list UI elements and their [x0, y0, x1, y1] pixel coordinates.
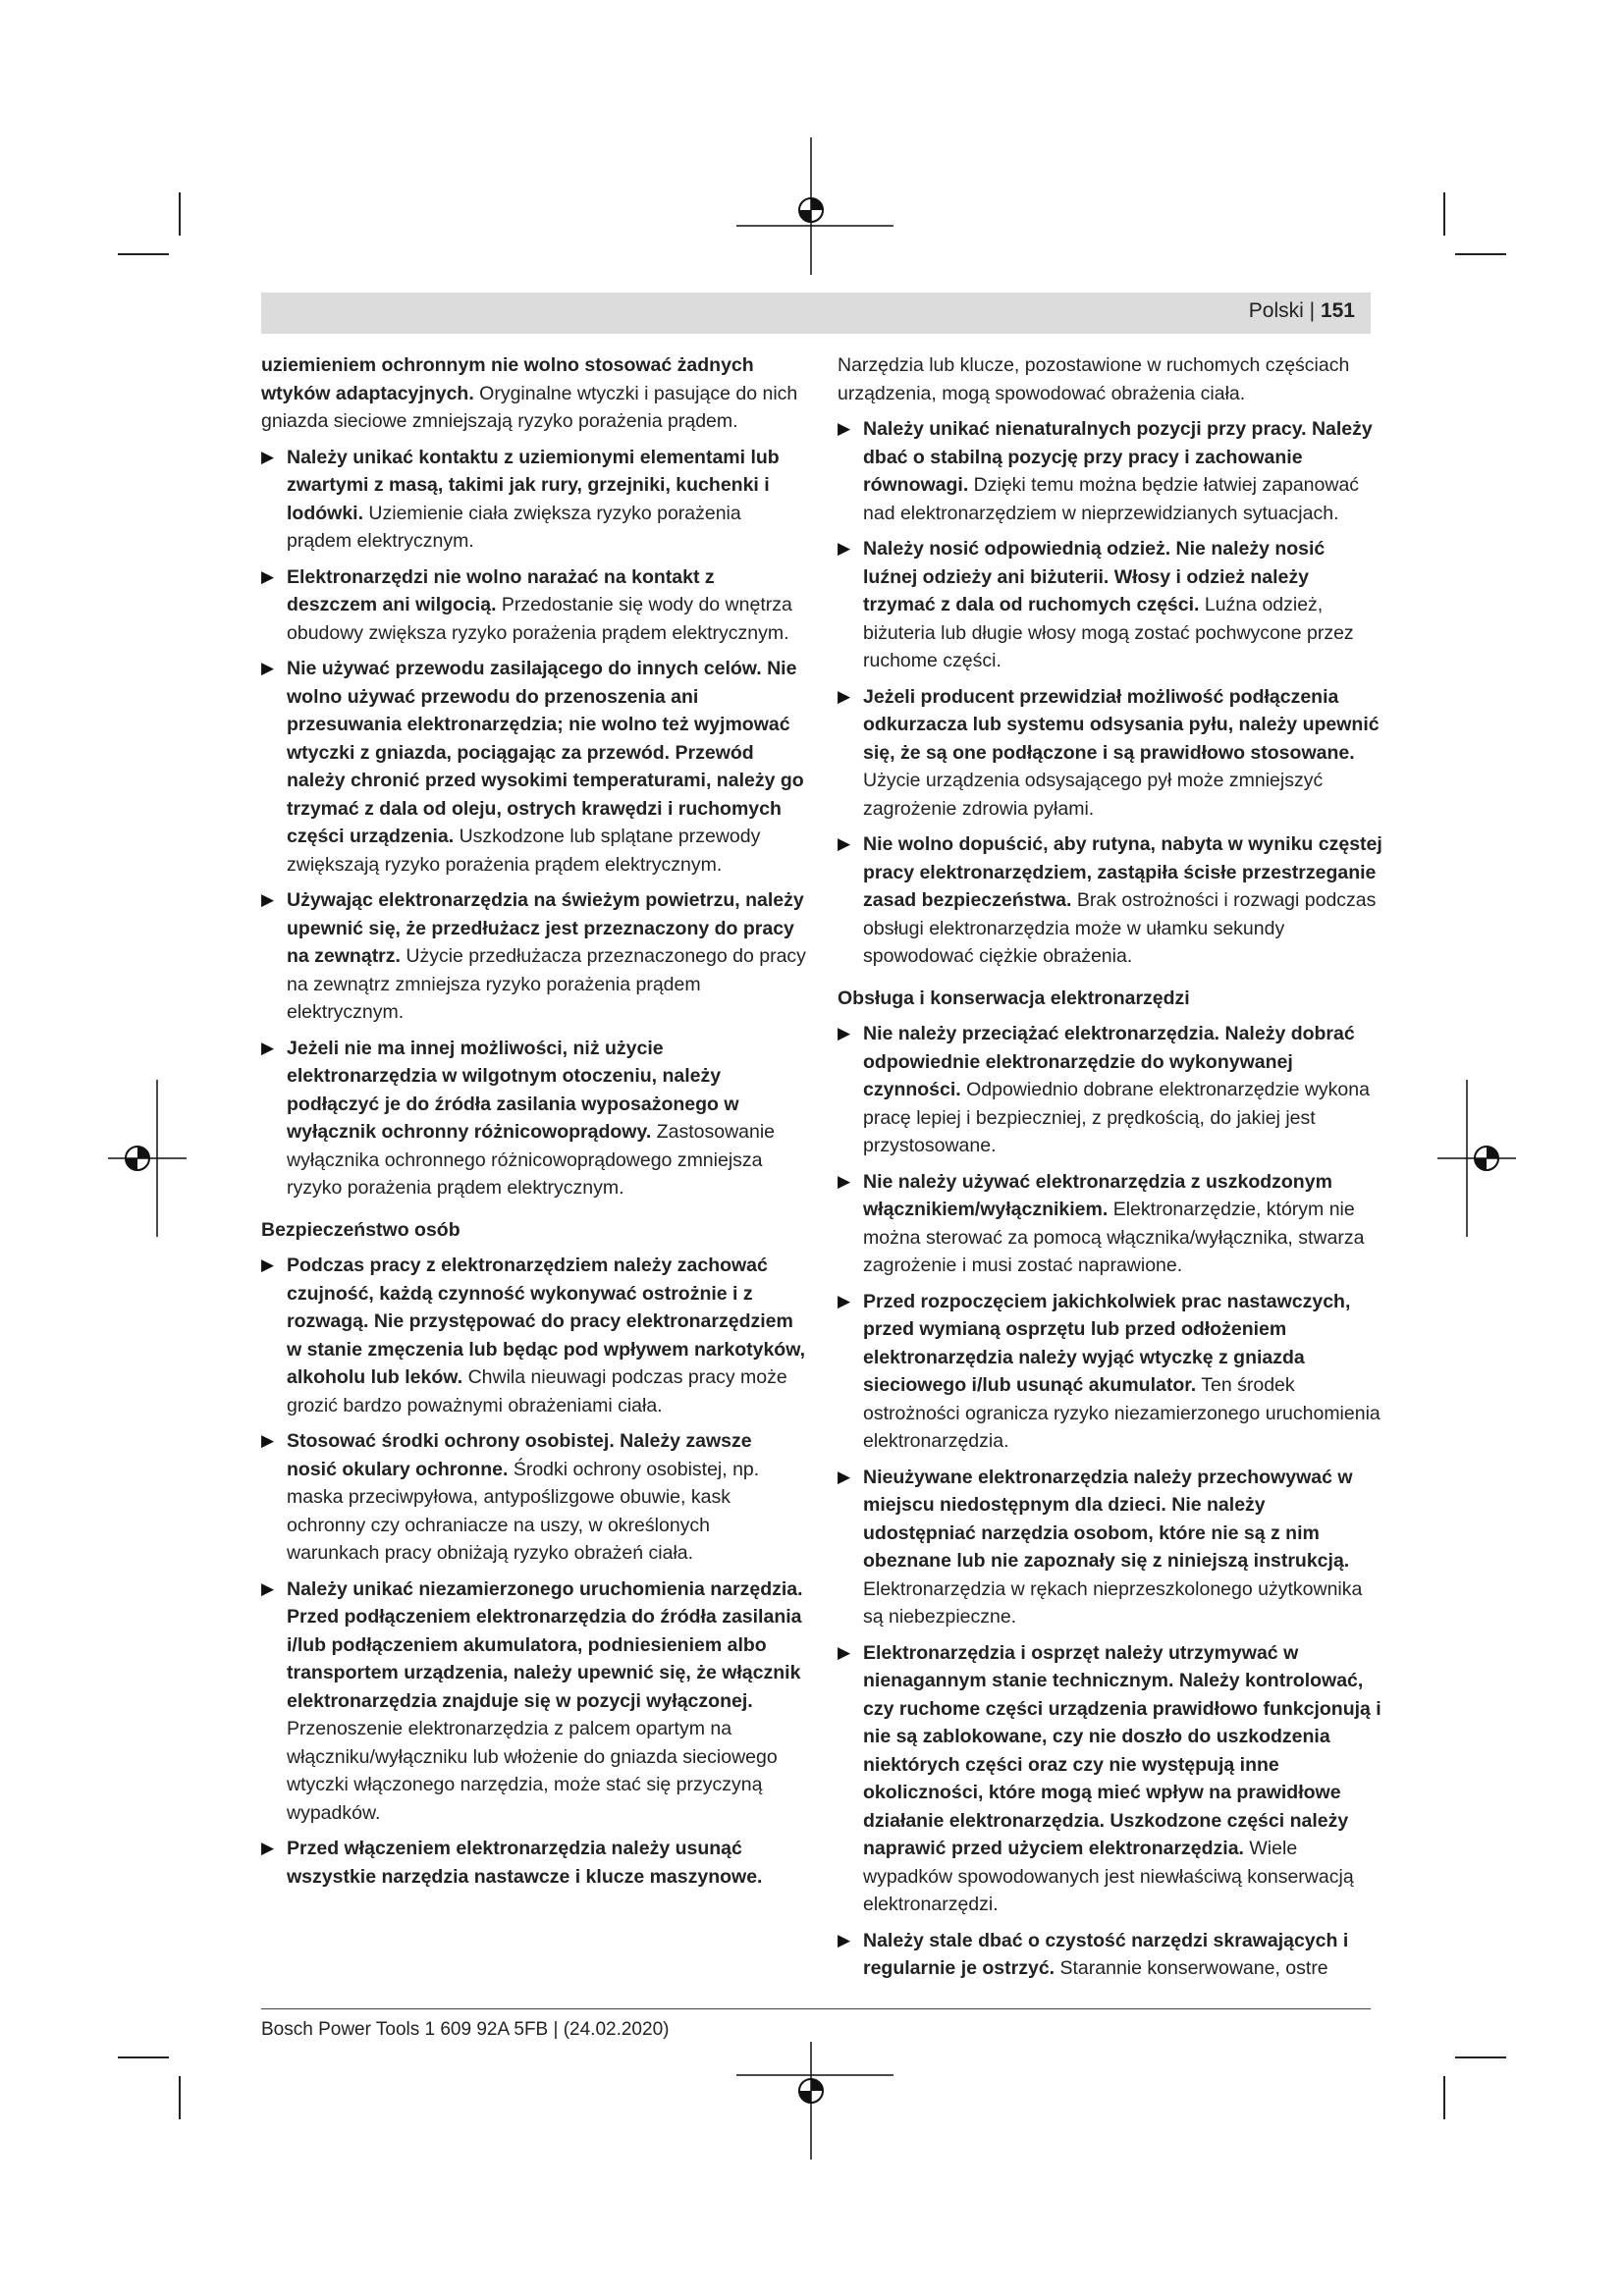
- crop-mark: [1455, 253, 1506, 255]
- registration-mark-right-icon: [1437, 1060, 1516, 1256]
- item-bold-text: Przed włączeniem elektronarzędzia należy usunąć wszystkie narzędzia nastawcze i klucze maszynowe.: [287, 1838, 763, 1888]
- list-item: [261, 886, 806, 1027]
- item-normal-text: Wiele wypadków spowodowanych jest niewłaściwą konserwacją elektronarzędzi.: [863, 1838, 1354, 1915]
- list-item: [838, 1168, 1382, 1280]
- bullet-triangle-icon: ▶: [261, 1431, 275, 1450]
- page-header: [261, 293, 1371, 334]
- item-bold-text: Elektronarzędzi nie wolno narażać na kontakt z deszczem ani wilgocią.: [287, 565, 715, 615]
- header-label: [1249, 299, 1355, 323]
- item-bold-text: Podczas pracy z elektronarzędziem należy zachować czujność, każdą czynność wykonywać ostrożnie i z rozwagą. Nie przystępować do pracy elektronarzędziem w stanie zmęczenia lub będąc pod wpływem narkotyków, alkoholu lub leków.: [287, 1255, 806, 1388]
- item-bold-text: Nie należy używać elektronarzędzia z uszkodzonym włącznikiem/wyłącznikiem.: [863, 1170, 1332, 1220]
- left-column: [261, 351, 806, 1898]
- item-bold-text: Należy nosić odpowiednią odzież. Nie należy nosić luźnej odzieży ani biżuterii. Włosy i odzież należy trzymać z dala od ruchomych części.: [863, 538, 1326, 615]
- registration-mark-left-icon: [108, 1060, 187, 1256]
- list-item: [838, 1927, 1382, 1983]
- bullet-triangle-icon: ▶: [838, 686, 851, 706]
- lead-paragraph: [261, 351, 806, 436]
- list-item: [838, 535, 1382, 675]
- bullet-triangle-icon: ▶: [838, 419, 851, 438]
- list-item: [261, 563, 806, 648]
- item-bold-text: Nie należy przeciążać elektronarzędzia. Należy dobrać odpowiednie elektronarzędzie do wykonywanej czynności.: [863, 1023, 1355, 1100]
- registration-mark-top-icon: [727, 137, 903, 275]
- crop-mark: [118, 253, 169, 255]
- list-item: [838, 1464, 1382, 1631]
- item-normal-text: Zastosowanie wyłącznika ochronnego różnicowoprądowego zmniejsza ryzyko porażenia prądem elektrycznym.: [287, 1121, 776, 1199]
- bullet-triangle-icon: ▶: [261, 566, 275, 586]
- item-bold-text: Należy unikać nienaturalnych pozycji przy pracy. Należy dbać o stabilną pozycję przy pracy i zachowanie równowagi.: [863, 418, 1373, 496]
- list-item: [838, 683, 1382, 824]
- item-normal-text: Chwila nieuwagi podczas pracy może grozić bardzo poważnymi obrażeniami ciała.: [287, 1366, 787, 1416]
- page-number: 151: [1320, 299, 1355, 322]
- item-normal-text: Elektronarzędzie, którym nie można sterować za pomocą włącznika/wyłącznika, stwarza zagrożenie i musi zostać naprawione.: [863, 1199, 1365, 1276]
- footer-text: Bosch Power Tools 1 609 92A 5FB | (24.02.2020): [261, 2019, 670, 2040]
- bullet-triangle-icon: ▶: [261, 1578, 275, 1598]
- lead-normal: Narzędzia lub klucze, pozostawione w ruchomych częściach urządzenia, mogą spowodować obrażenia ciała.: [838, 354, 1350, 404]
- lead-paragraph: [838, 351, 1382, 407]
- footer-divider: [261, 2008, 1371, 2009]
- safety-list: [838, 415, 1382, 971]
- item-bold-text: Elektronarzędzia i osprzęt należy utrzymywać w nienagannym stanie technicznym. Należy kontrolować, czy ruchome części urządzenia prawidłowo funkcjonują i nie są zablokowane, czy nie doszło do uszkodzenia niektórych części oraz czy nie występują inne okoliczności, które mogą mieć wpływ na prawidłowe działanie elektronarzędzia. Uszkodzone części należy naprawić przed użyciem elektronarzędzia.: [863, 1641, 1381, 1859]
- bullet-triangle-icon: ▶: [838, 1171, 851, 1191]
- registration-mark-bottom-icon: [727, 2042, 903, 2160]
- item-normal-text: Ten środek ostrożności ogranicza ryzyko niezamierzonego uruchomienia elektronarzędzia.: [863, 1374, 1380, 1452]
- lead-bold: uziemieniem ochronnym nie wolno stosować żadnych wtyków adaptacyjnych.: [261, 354, 754, 404]
- list-item: [838, 830, 1382, 971]
- item-normal-text: Przedostanie się wody do wnętrza obudowy zwiększa ryzyko porażenia prądem elektrycznym.: [287, 594, 792, 644]
- item-normal-text: Luźna odzież, biżuteria lub długie włosy mogą zostać pochwycone przez ruchome części.: [863, 594, 1354, 671]
- lead-normal: Oryginalne wtyczki i pasujące do nich gniazda sieciowe zmniejszają ryzyko porażenia prądem.: [261, 382, 798, 432]
- list-item: [261, 1575, 806, 1828]
- list-item: [261, 1835, 806, 1891]
- bullet-triangle-icon: ▶: [838, 1930, 851, 1949]
- item-bold-text: Należy stale dbać o czystość narzędzi skrawających i regularnie je ostrzyć.: [863, 1929, 1349, 1979]
- section-heading: Obsługa i konserwacja elektronarzędzi: [838, 987, 1190, 1009]
- item-normal-text: Dzięki temu można będzie łatwiej zapanować nad elektronarzędziem w nieprzewidzianych sytuacjach.: [863, 474, 1360, 524]
- header-separator: |: [1309, 299, 1316, 322]
- list-item: [261, 1035, 806, 1202]
- item-normal-text: Brak ostrożności i rozwagi podczas obsługi elektronarzędzia może w ułamku sekundy spowodować ciężkie obrażenia.: [863, 889, 1377, 967]
- safety-list: [261, 444, 806, 1202]
- crop-mark: [118, 2056, 169, 2058]
- safety-list: [838, 1020, 1382, 1983]
- item-bold-text: Nie wolno dopuścić, aby rutyna, nabyta w wyniku częstej pracy elektronarzędziem, zastąpiła ścisłe przestrzeganie zasad bezpieczeństwa.: [863, 833, 1382, 911]
- list-item: [261, 1427, 806, 1568]
- item-normal-text: Odpowiednio dobrane elektronarzędzie wykona pracę lepiej i bezpieczniej, z prędkością, do jakiej jest przystosowane.: [863, 1079, 1370, 1156]
- item-bold-text: Jeżeli producent przewidział możliwość podłączenia odkurzacza lub systemu odsysania pyłu, należy upewnić się, że są one podłączone i są prawidłowo stosowane.: [863, 685, 1380, 764]
- item-normal-text: Elektronarzędzia w rękach nieprzeszkolonego użytkownika są niebezpieczne.: [863, 1577, 1363, 1628]
- item-bold-text: Jeżeli nie ma innej możliwości, niż użycie elektronarzędzia w wilgotnym otoczeniu, należy podłączyć je do źródła zasilania wyposażonego w wyłącznik ochronny różnicowoprądowy.: [287, 1037, 739, 1143]
- item-bold-text: Nieużywane elektronarzędzia należy przechowywać w miejscu niedostępnym dla dzieci. Nie należy udostępniać narzędzia osobom, które nie są z nim obeznane lub nie zapoznały się z niniejszą instrukcją.: [863, 1466, 1353, 1572]
- list-item: [838, 1288, 1382, 1456]
- bullet-triangle-icon: ▶: [261, 890, 275, 909]
- bullet-triangle-icon: ▶: [838, 1024, 851, 1042]
- item-bold-text: Stosować środki ochrony osobistej. Należy zawsze nosić okulary ochronne.: [287, 1430, 752, 1480]
- item-normal-text: Użycie urządzenia odsysającego pył może zmniejszyć zagrożenie zdrowia pyłami.: [863, 770, 1324, 820]
- bullet-triangle-icon: ▶: [838, 834, 851, 853]
- item-bold-text: Używając elektronarzędzia na świeżym powietrzu, należy upewnić się, że przedłużacz jest przeznaczony do pracy na zewnątrz.: [287, 889, 804, 967]
- item-normal-text: Uziemienie ciała zwiększa ryzyko porażenia prądem elektrycznym.: [287, 502, 741, 552]
- list-item: [261, 655, 806, 879]
- bullet-triangle-icon: ▶: [838, 539, 851, 558]
- bullet-triangle-icon: ▶: [838, 1642, 851, 1662]
- item-normal-text: Użycie przedłużacza przeznaczonego do pracy na zewnątrz zmniejsza ryzyko porażenia prądem elektrycznym.: [287, 945, 806, 1023]
- list-item: [261, 1252, 806, 1419]
- bullet-triangle-icon: ▶: [261, 659, 275, 677]
- section-heading: Bezpieczeństwo osób: [261, 1218, 460, 1241]
- crop-mark: [1455, 2056, 1506, 2058]
- crop-mark: [1443, 192, 1445, 236]
- bullet-triangle-icon: ▶: [261, 447, 275, 466]
- item-bold-text: Należy unikać niezamierzonego uruchomienia narzędzia. Przed podłączeniem elektronarzędzia do źródła zasilania i/lub podłączeniem akumulatora, podniesieniem albo transportem urządzenia, należy upewnić się, że włącznik elektronarzędzia znajduje się w pozycji wyłączonej.: [287, 1577, 803, 1712]
- list-item: [261, 444, 806, 556]
- bullet-triangle-icon: ▶: [838, 1467, 851, 1486]
- bullet-triangle-icon: ▶: [261, 1255, 275, 1274]
- crop-mark: [179, 192, 181, 236]
- crop-mark: [1443, 2076, 1445, 2119]
- item-normal-text: Uszkodzone lub splątane przewody zwiększają ryzyko porażenia prądem elektrycznym.: [287, 826, 761, 876]
- safety-list: [261, 1252, 806, 1891]
- item-normal-text: Środki ochrony osobistej, np. maska przeciwpyłowa, antypoślizgowe obuwie, kask ochronny czy ochraniacze na uszy, w określonych warunkach pracy obniżają ryzyko obrażeń ciała.: [287, 1458, 760, 1564]
- right-column: [838, 351, 1382, 1991]
- item-normal-text: Starannie konserwowane, ostre: [1059, 1957, 1328, 1979]
- list-item: [838, 1020, 1382, 1160]
- crop-mark: [179, 2076, 181, 2119]
- bullet-triangle-icon: ▶: [261, 1038, 275, 1057]
- item-bold-text: Przed rozpoczęciem jakichkolwiek prac nastawczych, przed wymianą osprzętu lub przed odłożeniem elektronarzędzia należy wyjąć wtyczkę z gniazda sieciowego i/lub usunąć akumulator.: [863, 1290, 1351, 1396]
- list-item: [838, 415, 1382, 527]
- item-bold-text: Należy unikać kontaktu z uziemionymi elementami lub zwartymi z masą, takimi jak rury, grzejniki, kuchenki i lodówki.: [287, 446, 780, 524]
- header-language: Polski: [1248, 299, 1304, 322]
- bullet-triangle-icon: ▶: [838, 1291, 851, 1310]
- item-normal-text: Przenoszenie elektronarzędzia z palcem opartym na włączniku/wyłączniku lub włożenie do gniazda sieciowego wtyczki włączonego narzędzia, może stać się przyczyną wypadków.: [287, 1718, 778, 1824]
- item-bold-text: Nie używać przewodu zasilającego do innych celów. Nie wolno używać przewodu do przenoszenia ani przesuwania elektronarzędzia; nie wolno też wyjmować wtyczki z gniazda, pociągając za przewód. Przewód należy chronić przed wysokimi temperaturami, należy go trzymać z dala od oleju, ostrych krawędzi i ruchomych części urządzenia.: [287, 658, 804, 847]
- list-item: [838, 1639, 1382, 1919]
- bullet-triangle-icon: ▶: [261, 1839, 275, 1857]
